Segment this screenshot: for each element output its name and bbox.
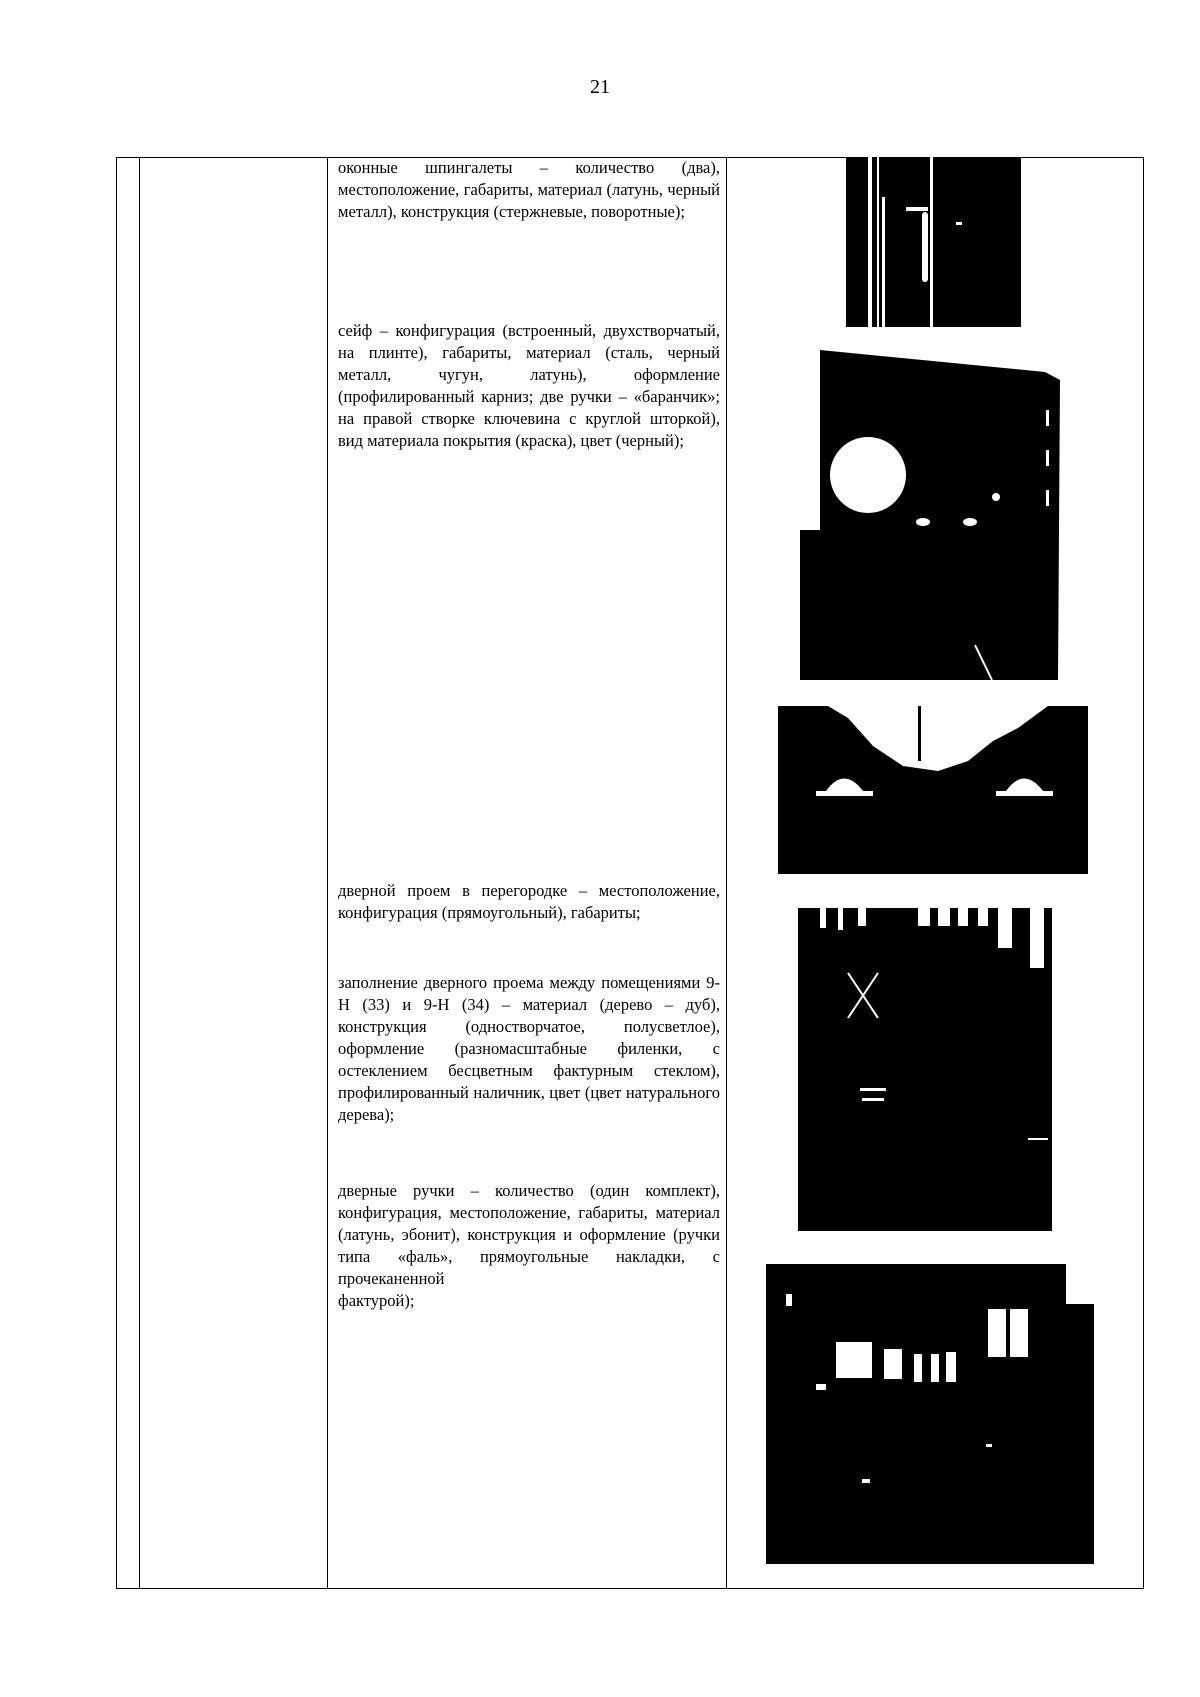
text-block-window-latches <box>338 157 720 223</box>
door-fill-text: заполнение дверного проема между помещениями 9-Н (33) и 9-Н (34) – материал (дерево – дуб), конструкция (одностворчатое, полусветлое), оформление (разномасштабные филенки, с остеклением бесцветным фактурным стеклом), профилированный наличник, цвет (цвет натурального дерева); <box>338 973 720 1124</box>
text-block-door-handles <box>338 1180 720 1312</box>
column-divider <box>327 158 328 1588</box>
door-handles-photo <box>766 1254 1094 1564</box>
door-handles-text: дверные ручки – количество (один комплект), конфигурация, местоположение, габариты, материал (латунь, эбонит), конструкция и оформление (ручки типа «фаль», прямоугольные накладки, с прочеканенной <box>338 1181 720 1288</box>
safe-text: сейф – конфигурация (встроенный, двухстворчатый, на плинте), габариты, материал (сталь, черный металл, чугун, латунь), оформление (профилированный карниз; две ручки – «баранчик»; на правой створке ключевина с круглой шторкой), вид материала покрытия (краска), цвет (черный); <box>338 321 720 450</box>
column-divider <box>726 158 727 1588</box>
text-block-safe <box>338 320 720 452</box>
door-handles-text-end: фактурой); <box>338 1291 415 1310</box>
page-number: 21 <box>590 76 610 98</box>
door-opening-photo <box>798 898 1070 1231</box>
column-divider <box>139 158 140 1588</box>
safe-photo <box>800 350 1060 680</box>
window-latch-photo <box>846 157 1021 327</box>
text-block-door-opening <box>338 880 720 924</box>
safe-handles-photo <box>778 706 1088 874</box>
text-block-door-fill <box>338 972 720 1126</box>
door-opening-text: дверной проем в перегородке – местоположение, конфигурация (прямоугольный), габариты; <box>338 881 720 922</box>
window-latches-text: оконные шпингалеты – количество (два), местоположение, габариты, материал (латунь, черный металл), конструкция (стержневые, поворотные); <box>338 158 720 221</box>
